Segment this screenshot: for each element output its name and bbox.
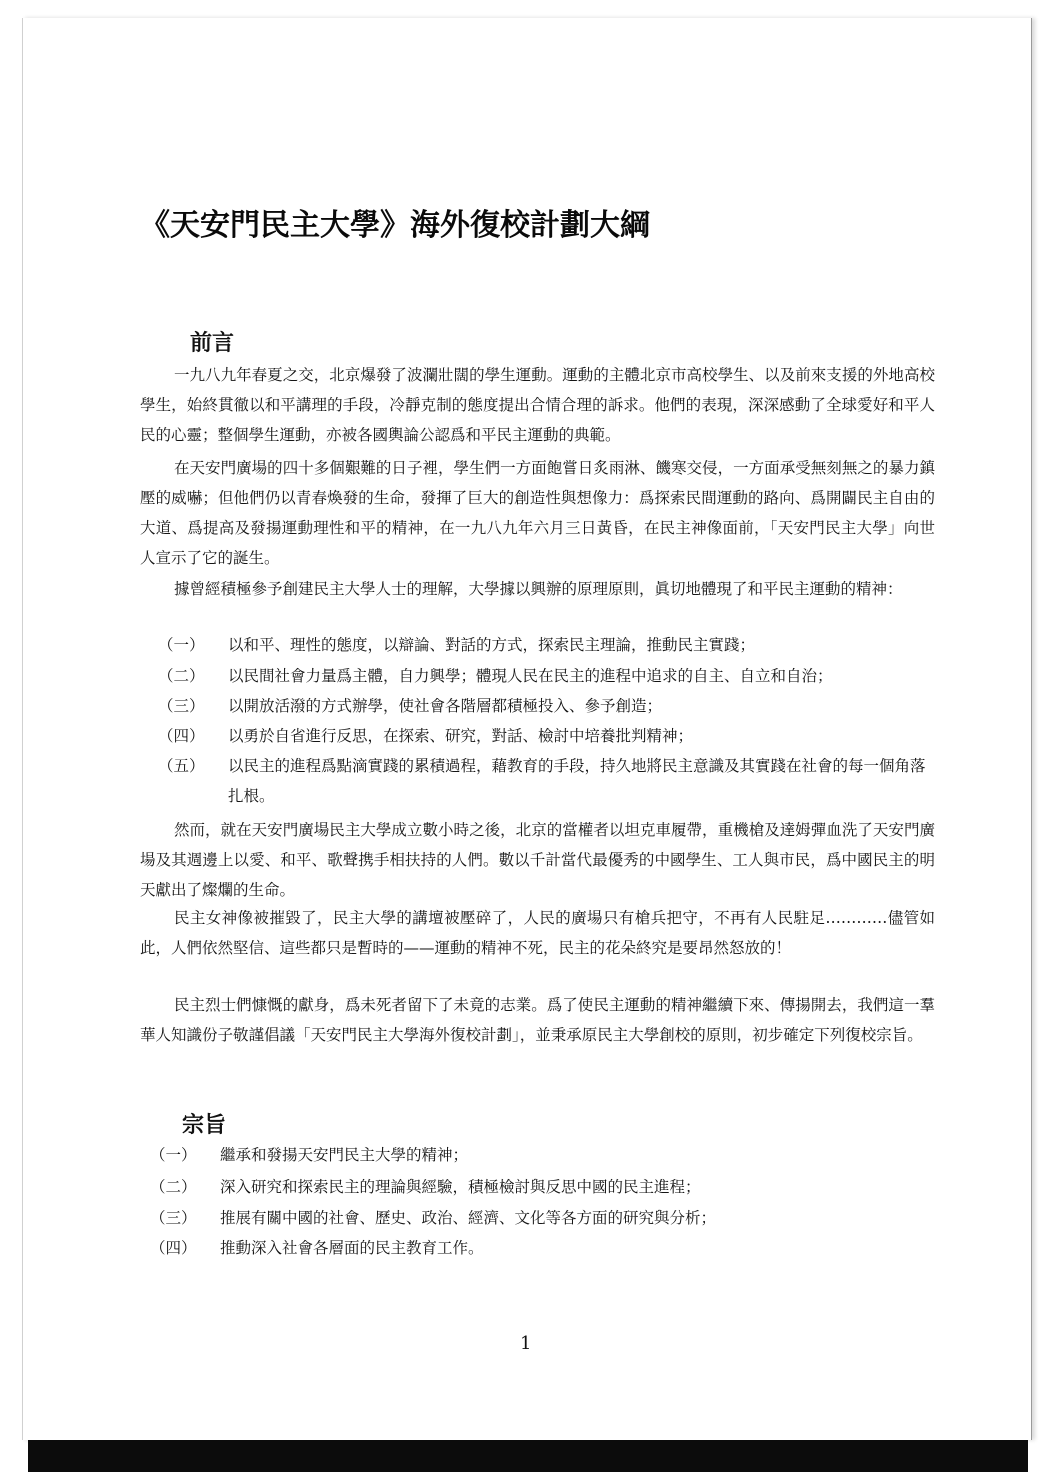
aim-item <box>150 1203 940 1233</box>
principle-number: （二） <box>158 667 205 685</box>
principle-number: （四） <box>158 727 205 745</box>
principle-text: 以勇於自省進行反思，在探索、研究，對話、檢討中培養批判精神； <box>228 727 694 745</box>
principle-text: 以民間社會力量爲主體，自力興學；體現人民在民主的進程中追求的自主、自立和自治； <box>228 667 833 685</box>
principle-number: （五） <box>158 757 205 775</box>
aim-text: 深入研究和探索民主的理論與經驗，積極檢討與反思中國的民主進程； <box>220 1178 701 1196</box>
principle-item <box>158 661 938 691</box>
preface-paragraph-4: 然而，就在天安門廣場民主大學成立數小時之後，北京的當權者以坦克車履帶，重機槍及達姆彈血洗了天安門廣場及其週邊上以愛、和平、歌聲携手相扶持的人們。數以千計當代最優秀的中國學生、工人與市民，爲中國民主的明天獻出了燦爛的生命。 <box>140 821 935 899</box>
aim-number: （四） <box>150 1239 197 1257</box>
aim-number: （三） <box>150 1209 197 1227</box>
preface-paragraph-3: 據曾經積極參予創建民主大學人士的理解，大學據以興辦的原理原則，眞切地體現了和平民主運動的精神： <box>174 580 903 598</box>
preface-paragraph-1: 一九八九年春夏之交，北京爆發了波瀾壯闊的學生運動。運動的主體北京市高校學生、以及前來支援的外地高校學生，始終貫徹以和平講理的手段，冷靜克制的態度提出合情合理的訴求。他們的表現，深深感動了全球愛好和平人民的心靈；整個學生運動，亦被各國輿論公認爲和平民主運動的典範。 <box>140 366 935 444</box>
aim-text: 推動深入社會各層面的民主教育工作。 <box>220 1239 484 1257</box>
document-title: 《天安門民主大學》海外復校計劃大綱 <box>140 208 650 243</box>
aims-heading: 宗旨 <box>182 1113 227 1138</box>
preface-heading: 前言 <box>190 331 235 356</box>
aim-text: 推展有關中國的社會、歷史、政治、經濟、文化等各方面的研究與分析； <box>220 1209 717 1227</box>
principle-item <box>158 751 938 811</box>
aim-number: （一） <box>150 1146 197 1164</box>
preface-paragraph-5: 民主女神像被摧毀了，民主大學的講壇被壓碎了，人民的廣場只有槍兵把守，不再有人民駐足…………儘管如此，人們依然堅信、這些都只是暫時的——運動的精神不死，民主的花朵終究是要昂然怒放的！ <box>140 909 935 957</box>
principle-text: 以民主的進程爲點滴實踐的累積過程，藉教育的手段，持久地將民主意識及其實踐在社會的每一個角落扎根。 <box>228 757 926 805</box>
principle-number: （一） <box>158 636 205 654</box>
aim-item <box>150 1172 940 1202</box>
principle-item <box>158 630 938 660</box>
aim-item <box>150 1140 940 1170</box>
principle-item <box>158 721 938 751</box>
preface-paragraph-6: 民主烈士們慷慨的獻身，爲未死者留下了未竟的志業。爲了使民主運動的精神繼續下來、傳揚開去，我們這一羣華人知識份子敬謹倡議「天安門民主大學海外復校計劃」，並秉承原民主大學創校的原則，初步確定下列復校宗旨。 <box>140 996 935 1044</box>
preface-paragraph-2: 在天安門廣場的四十多個艱難的日子裡，學生們一方面飽嘗日炙雨淋、饑寒交侵，一方面承受無刻無之的暴力鎮壓的威嚇；但他們仍以青春煥發的生命，發揮了巨大的創造性與想像力：爲探索民間運動的路向、爲開闢民主自由的大道、爲提高及發揚運動理性和平的精神，在一九八九年六月三日黃昏，在民主神像面前，「天安門民主大學」向世人宣示了它的誕生。 <box>140 459 935 567</box>
page-number: 1 <box>520 1333 532 1354</box>
principle-item <box>158 691 938 721</box>
aim-number: （二） <box>150 1178 197 1196</box>
principle-text: 以和平、理性的態度，以辯論、對話的方式，探索民主理論，推動民主實踐； <box>228 636 756 654</box>
scan-edge-bar <box>28 1440 1028 1472</box>
aim-text: 繼承和發揚天安門民主大學的精神； <box>220 1146 469 1164</box>
principle-text: 以開放活潑的方式辦學，使社會各階層都積極投入、參予創造； <box>228 697 663 715</box>
aim-item <box>150 1233 940 1263</box>
principle-number: （三） <box>158 697 205 715</box>
